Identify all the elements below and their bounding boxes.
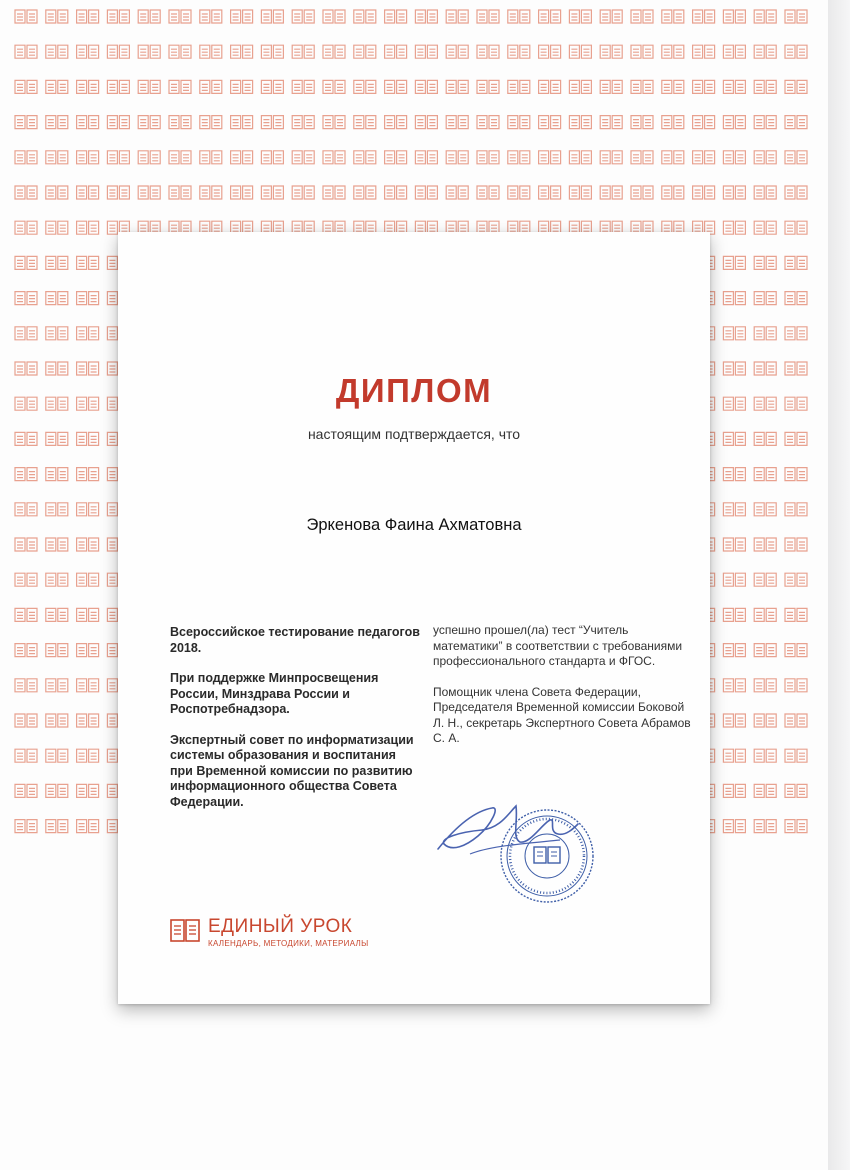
pattern-book-icon xyxy=(292,45,314,58)
pattern-book-icon xyxy=(15,784,37,797)
pattern-book-icon xyxy=(46,432,68,445)
pattern-book-icon xyxy=(107,80,129,93)
pattern-book-icon xyxy=(785,116,807,129)
pattern-book-icon xyxy=(539,151,561,164)
pattern-book-icon xyxy=(631,186,653,199)
pattern-book-icon xyxy=(107,10,129,23)
pattern-book-icon xyxy=(415,80,437,93)
pattern-book-icon xyxy=(723,292,745,305)
pattern-book-icon xyxy=(415,45,437,58)
pattern-book-icon xyxy=(446,116,468,129)
recipient-name: Эркенова Фаина Ахматовна xyxy=(306,516,522,534)
pattern-book-icon xyxy=(569,10,591,23)
support-organizations: При поддержке Минпросвещения России, Минздрава России и Роспотребнадзора. xyxy=(170,671,379,716)
testing-event: Всероссийское тестирование педагогов 2018. xyxy=(170,625,420,655)
pattern-book-icon xyxy=(77,256,99,269)
pattern-book-icon xyxy=(539,116,561,129)
pattern-book-icon xyxy=(138,45,160,58)
logo-name: ЕДИНЫЙ УРОК xyxy=(208,916,353,937)
pattern-book-icon xyxy=(15,538,37,551)
pattern-book-icon xyxy=(46,327,68,340)
pattern-book-icon xyxy=(785,714,807,727)
scan-edge xyxy=(828,0,850,1170)
pattern-book-icon xyxy=(46,608,68,621)
pattern-book-icon xyxy=(15,679,37,692)
pattern-book-icon xyxy=(169,186,191,199)
pattern-book-icon xyxy=(46,749,68,762)
pattern-book-icon xyxy=(754,292,776,305)
pattern-book-icon xyxy=(785,151,807,164)
pattern-book-icon xyxy=(785,503,807,516)
pattern-book-icon xyxy=(415,116,437,129)
pattern-book-icon xyxy=(415,186,437,199)
pattern-book-icon xyxy=(477,116,499,129)
pattern-book-icon xyxy=(569,151,591,164)
pattern-book-icon xyxy=(631,45,653,58)
pattern-book-icon xyxy=(77,749,99,762)
pattern-book-icon xyxy=(200,186,222,199)
pattern-book-icon xyxy=(693,45,715,58)
pattern-book-icon xyxy=(693,116,715,129)
pattern-book-icon xyxy=(569,45,591,58)
pattern-book-icon xyxy=(292,80,314,93)
pattern-book-icon xyxy=(354,80,376,93)
pattern-book-icon xyxy=(723,256,745,269)
pattern-book-icon xyxy=(261,151,283,164)
pattern-book-icon xyxy=(477,10,499,23)
pattern-book-icon xyxy=(723,432,745,445)
pattern-book-icon xyxy=(508,151,530,164)
diploma-card xyxy=(118,232,710,1004)
pattern-book-icon xyxy=(323,10,345,23)
pattern-book-icon xyxy=(785,80,807,93)
pattern-book-icon xyxy=(446,186,468,199)
pattern-book-icon xyxy=(261,116,283,129)
pattern-book-icon xyxy=(15,432,37,445)
pattern-book-icon xyxy=(723,468,745,481)
pattern-book-icon xyxy=(631,10,653,23)
pattern-book-icon xyxy=(77,10,99,23)
pattern-book-icon xyxy=(292,10,314,23)
pattern-book-icon xyxy=(446,45,468,58)
pattern-book-icon xyxy=(723,784,745,797)
pattern-book-icon xyxy=(785,221,807,234)
pattern-book-icon xyxy=(107,45,129,58)
pattern-book-icon xyxy=(46,186,68,199)
pattern-book-icon xyxy=(600,151,622,164)
pattern-book-icon xyxy=(169,116,191,129)
pattern-book-icon xyxy=(785,608,807,621)
pattern-book-icon xyxy=(107,151,129,164)
pattern-book-icon xyxy=(15,503,37,516)
logo-tagline: КАЛЕНДАРЬ, МЕТОДИКИ, МАТЕРИАЛЫ xyxy=(208,939,369,948)
pattern-book-icon xyxy=(46,784,68,797)
pattern-book-icon xyxy=(662,151,684,164)
pattern-book-icon xyxy=(323,151,345,164)
pattern-book-icon xyxy=(169,10,191,23)
pattern-book-icon xyxy=(631,116,653,129)
pattern-book-icon xyxy=(785,538,807,551)
pattern-book-icon xyxy=(231,151,253,164)
pattern-book-icon xyxy=(200,45,222,58)
pattern-book-icon xyxy=(508,116,530,129)
pattern-book-icon xyxy=(631,151,653,164)
pattern-book-icon xyxy=(46,221,68,234)
pattern-book-icon xyxy=(200,10,222,23)
pattern-book-icon xyxy=(46,573,68,586)
pattern-book-icon xyxy=(261,186,283,199)
pattern-book-icon xyxy=(723,221,745,234)
pattern-book-icon xyxy=(446,10,468,23)
pattern-book-icon xyxy=(477,186,499,199)
pattern-book-icon xyxy=(261,45,283,58)
pattern-book-icon xyxy=(77,714,99,727)
signatories: Помощник члена Совета Федерации, Председателя Временной комиссии Боковой Л. Н., секретарь Экспертного Совета Абрамов С. А. xyxy=(433,684,691,745)
pattern-book-icon xyxy=(477,151,499,164)
pattern-book-icon xyxy=(15,608,37,621)
pattern-book-icon xyxy=(77,151,99,164)
pattern-book-icon xyxy=(354,116,376,129)
result-info xyxy=(433,623,698,762)
pattern-book-icon xyxy=(693,151,715,164)
pattern-book-icon xyxy=(77,80,99,93)
pattern-book-icon xyxy=(446,80,468,93)
pattern-book-icon xyxy=(77,116,99,129)
pattern-book-icon xyxy=(138,186,160,199)
pattern-book-icon xyxy=(754,503,776,516)
official-stamp xyxy=(498,807,596,905)
pattern-book-icon xyxy=(754,256,776,269)
pattern-book-icon xyxy=(292,116,314,129)
pattern-book-icon xyxy=(46,468,68,481)
pattern-book-icon xyxy=(323,80,345,93)
pattern-book-icon xyxy=(46,45,68,58)
pattern-book-icon xyxy=(46,362,68,375)
pattern-book-icon xyxy=(77,45,99,58)
pattern-book-icon xyxy=(77,327,99,340)
pattern-book-icon xyxy=(415,10,437,23)
pattern-book-icon xyxy=(662,186,684,199)
pattern-book-icon xyxy=(785,256,807,269)
pattern-book-icon xyxy=(754,644,776,657)
pattern-book-icon xyxy=(385,116,407,129)
pattern-book-icon xyxy=(15,292,37,305)
pattern-book-icon xyxy=(323,45,345,58)
pattern-book-icon xyxy=(723,679,745,692)
pattern-book-icon xyxy=(785,468,807,481)
pattern-book-icon xyxy=(754,573,776,586)
pattern-book-icon xyxy=(15,186,37,199)
pattern-book-icon xyxy=(46,538,68,551)
pattern-book-icon xyxy=(785,432,807,445)
pattern-book-icon xyxy=(785,679,807,692)
pattern-book-icon xyxy=(785,362,807,375)
pattern-book-icon xyxy=(46,80,68,93)
pattern-book-icon xyxy=(539,45,561,58)
pattern-book-icon xyxy=(200,151,222,164)
pattern-book-icon xyxy=(415,151,437,164)
diploma-title: ДИПЛОМ xyxy=(335,372,493,409)
pattern-book-icon xyxy=(77,573,99,586)
pattern-book-icon xyxy=(46,820,68,833)
pattern-book-icon xyxy=(231,45,253,58)
pattern-book-icon xyxy=(46,256,68,269)
pattern-book-icon xyxy=(169,45,191,58)
pattern-book-icon xyxy=(754,80,776,93)
pattern-book-icon xyxy=(662,10,684,23)
pattern-book-icon xyxy=(292,186,314,199)
pattern-book-icon xyxy=(723,538,745,551)
pattern-book-icon xyxy=(15,749,37,762)
pattern-book-icon xyxy=(754,679,776,692)
pattern-book-icon xyxy=(754,608,776,621)
pattern-book-icon xyxy=(508,186,530,199)
pattern-book-icon xyxy=(723,397,745,410)
pattern-book-icon xyxy=(138,10,160,23)
pattern-book-icon xyxy=(785,45,807,58)
pattern-book-icon xyxy=(46,397,68,410)
pattern-book-icon xyxy=(46,292,68,305)
pattern-book-icon xyxy=(600,80,622,93)
pattern-book-icon xyxy=(15,221,37,234)
pattern-book-icon xyxy=(754,538,776,551)
pattern-book-icon xyxy=(754,45,776,58)
pattern-book-icon xyxy=(46,10,68,23)
pattern-book-icon xyxy=(15,573,37,586)
pattern-book-icon xyxy=(785,186,807,199)
pattern-book-icon xyxy=(77,608,99,621)
open-book-icon xyxy=(170,919,200,943)
pattern-book-icon xyxy=(15,151,37,164)
pattern-book-icon xyxy=(600,186,622,199)
pattern-book-icon xyxy=(77,397,99,410)
pattern-book-icon xyxy=(754,820,776,833)
pattern-book-icon xyxy=(385,45,407,58)
pattern-book-icon xyxy=(754,327,776,340)
pattern-book-icon xyxy=(46,116,68,129)
pattern-book-icon xyxy=(385,10,407,23)
pattern-book-icon xyxy=(785,292,807,305)
pattern-book-icon xyxy=(15,327,37,340)
pattern-book-icon xyxy=(754,749,776,762)
pattern-book-icon xyxy=(785,10,807,23)
pattern-book-icon xyxy=(723,362,745,375)
pattern-book-icon xyxy=(662,116,684,129)
pattern-book-icon xyxy=(754,186,776,199)
pattern-book-icon xyxy=(569,80,591,93)
pattern-book-icon xyxy=(539,80,561,93)
pattern-book-icon xyxy=(662,45,684,58)
pattern-book-icon xyxy=(477,45,499,58)
pattern-book-icon xyxy=(138,151,160,164)
pattern-book-icon xyxy=(15,468,37,481)
pattern-book-icon xyxy=(354,151,376,164)
pattern-book-icon xyxy=(323,186,345,199)
pattern-book-icon xyxy=(754,468,776,481)
pattern-book-icon xyxy=(323,116,345,129)
pattern-book-icon xyxy=(77,538,99,551)
pattern-book-icon xyxy=(508,80,530,93)
pattern-book-icon xyxy=(754,362,776,375)
pattern-book-icon xyxy=(785,784,807,797)
pattern-book-icon xyxy=(569,186,591,199)
pattern-book-icon xyxy=(15,10,37,23)
pattern-book-icon xyxy=(77,784,99,797)
pattern-book-icon xyxy=(723,327,745,340)
pattern-book-icon xyxy=(77,468,99,481)
pattern-book-icon xyxy=(169,80,191,93)
pattern-book-icon xyxy=(693,80,715,93)
pattern-book-icon xyxy=(723,80,745,93)
pattern-book-icon xyxy=(15,45,37,58)
pattern-book-icon xyxy=(200,116,222,129)
pattern-book-icon xyxy=(693,10,715,23)
pattern-book-icon xyxy=(46,503,68,516)
pattern-book-icon xyxy=(107,186,129,199)
pattern-book-icon xyxy=(723,820,745,833)
pattern-book-icon xyxy=(539,10,561,23)
pattern-book-icon xyxy=(15,80,37,93)
pattern-book-icon xyxy=(46,679,68,692)
pattern-book-icon xyxy=(77,221,99,234)
pattern-book-icon xyxy=(754,432,776,445)
pattern-book-icon xyxy=(631,80,653,93)
pattern-book-icon xyxy=(200,80,222,93)
pattern-book-icon xyxy=(723,608,745,621)
pattern-book-icon xyxy=(785,749,807,762)
pattern-book-icon xyxy=(15,820,37,833)
test-result: успешно прошел(ла) тест “Учитель математики” в соответствии с требованиями профессионального стандарта и ФГОС. xyxy=(433,623,683,668)
pattern-book-icon xyxy=(754,714,776,727)
pattern-book-icon xyxy=(662,80,684,93)
pattern-book-icon xyxy=(723,644,745,657)
pattern-book-icon xyxy=(785,644,807,657)
pattern-book-icon xyxy=(723,503,745,516)
pattern-book-icon xyxy=(138,80,160,93)
pattern-book-icon xyxy=(15,397,37,410)
pattern-book-icon xyxy=(77,503,99,516)
pattern-book-icon xyxy=(46,714,68,727)
pattern-book-icon xyxy=(693,186,715,199)
pattern-book-icon xyxy=(754,116,776,129)
pattern-book-icon xyxy=(385,186,407,199)
pattern-book-icon xyxy=(754,10,776,23)
pattern-book-icon xyxy=(785,573,807,586)
pattern-book-icon xyxy=(785,327,807,340)
pattern-book-icon xyxy=(723,573,745,586)
pattern-book-icon xyxy=(231,80,253,93)
pattern-book-icon xyxy=(261,80,283,93)
diploma-subtitle: настоящим подтверждается, что xyxy=(307,426,521,442)
pattern-book-icon xyxy=(77,292,99,305)
pattern-book-icon xyxy=(77,820,99,833)
pattern-book-icon xyxy=(385,80,407,93)
pattern-book-icon xyxy=(754,397,776,410)
pattern-book-icon xyxy=(46,644,68,657)
pattern-book-icon xyxy=(77,679,99,692)
pattern-book-icon xyxy=(77,362,99,375)
pattern-book-icon xyxy=(754,151,776,164)
pattern-book-icon xyxy=(15,116,37,129)
pattern-book-icon xyxy=(15,644,37,657)
pattern-book-icon xyxy=(138,116,160,129)
pattern-book-icon xyxy=(477,80,499,93)
pattern-book-icon xyxy=(600,116,622,129)
pattern-book-icon xyxy=(600,45,622,58)
pattern-book-icon xyxy=(15,714,37,727)
pattern-book-icon xyxy=(231,186,253,199)
pattern-book-icon xyxy=(77,644,99,657)
pattern-book-icon xyxy=(354,10,376,23)
pattern-book-icon xyxy=(15,362,37,375)
pattern-book-icon xyxy=(569,116,591,129)
pattern-book-icon xyxy=(785,820,807,833)
pattern-book-icon xyxy=(261,10,283,23)
pattern-book-icon xyxy=(46,151,68,164)
pattern-book-icon xyxy=(169,151,191,164)
pattern-book-icon xyxy=(15,256,37,269)
pattern-book-icon xyxy=(508,10,530,23)
pattern-book-icon xyxy=(723,151,745,164)
pattern-book-icon xyxy=(723,10,745,23)
pattern-book-icon xyxy=(723,116,745,129)
pattern-book-icon xyxy=(354,45,376,58)
pattern-book-icon xyxy=(231,116,253,129)
pattern-book-icon xyxy=(754,784,776,797)
pattern-book-icon xyxy=(723,749,745,762)
pattern-book-icon xyxy=(539,186,561,199)
pattern-book-icon xyxy=(292,151,314,164)
pattern-book-icon xyxy=(723,714,745,727)
pattern-book-icon xyxy=(354,186,376,199)
pattern-book-icon xyxy=(754,221,776,234)
pattern-book-icon xyxy=(785,397,807,410)
pattern-book-icon xyxy=(385,151,407,164)
expert-council: Экспертный совет по информатизации системы образования и воспитания при Временной комиссии по развитию информационного общества Совета Федерации. xyxy=(170,732,414,809)
pattern-book-icon xyxy=(723,186,745,199)
pattern-book-icon xyxy=(231,10,253,23)
pattern-book-icon xyxy=(723,45,745,58)
pattern-book-icon xyxy=(508,45,530,58)
pattern-book-icon xyxy=(77,186,99,199)
pattern-book-icon xyxy=(107,116,129,129)
organizer-info xyxy=(170,625,420,825)
pattern-book-icon xyxy=(77,432,99,445)
pattern-book-icon xyxy=(600,10,622,23)
pattern-book-icon xyxy=(446,151,468,164)
